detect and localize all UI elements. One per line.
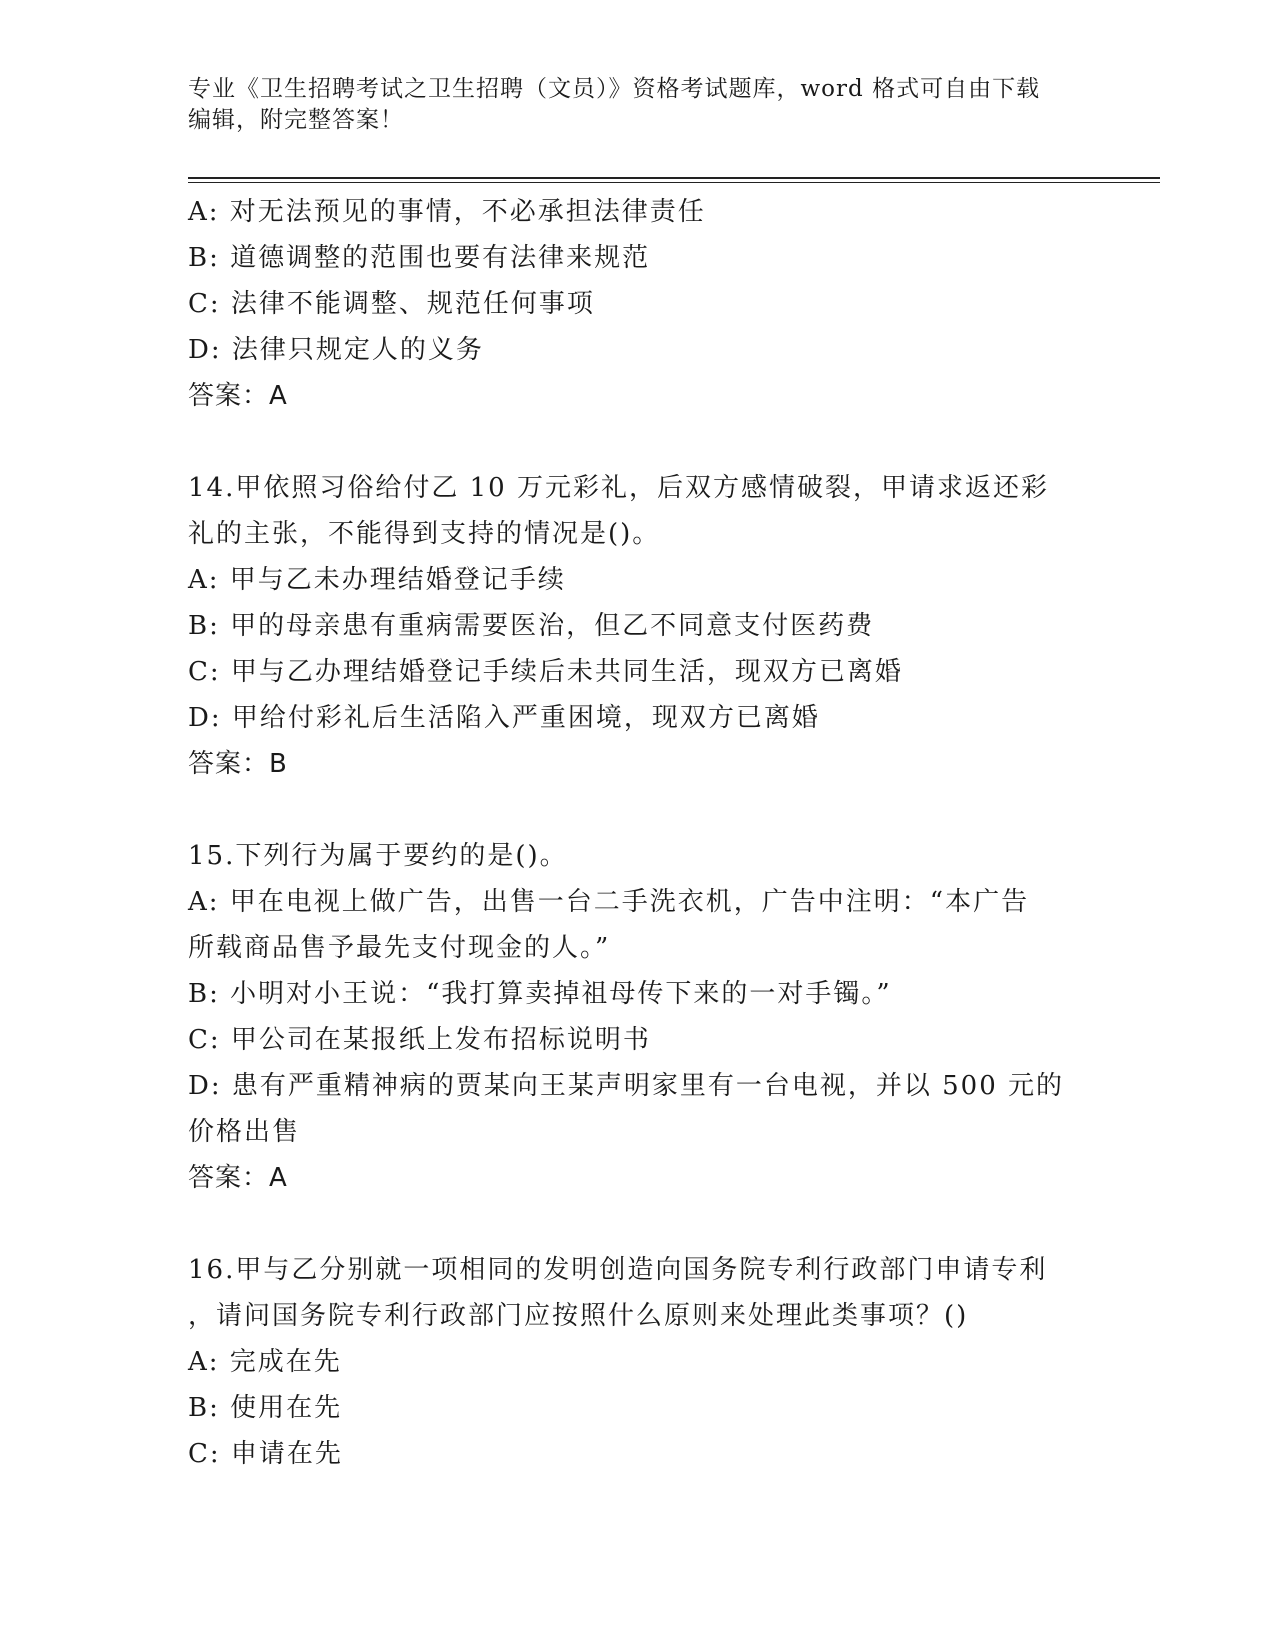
question-stem: 16.甲与乙分别就一项相同的发明创造向国务院专利行政部门申请专利 xyxy=(188,1255,1048,1285)
document-header xyxy=(188,74,1068,136)
question-stem-continued: 礼的主张，不能得到支持的情况是()。 xyxy=(188,519,661,549)
option-a: A: 甲与乙未办理结婚登记手续 xyxy=(188,565,566,595)
option-b: B: 使用在先 xyxy=(188,1393,343,1423)
option-b: B: 道德调整的范围也要有法律来规范 xyxy=(188,243,651,273)
option-c: C: 甲公司在某报纸上发布招标说明书 xyxy=(188,1025,651,1055)
header-line-2: 编辑，附完整答案！ xyxy=(188,107,404,133)
option-a: A: 完成在先 xyxy=(188,1347,342,1377)
option-c: C: 甲与乙办理结婚登记手续后未共同生活，现双方已离婚 xyxy=(188,657,903,687)
option-d: D: 法律只规定人的义务 xyxy=(188,335,484,365)
answer: 答案：A xyxy=(188,1163,288,1193)
answer: 答案：A xyxy=(188,381,288,411)
option-a: A: 对无法预见的事情，不必承担法律责任 xyxy=(188,197,706,227)
spacer xyxy=(188,419,1088,465)
question-14 xyxy=(188,465,1088,787)
option-d: D: 甲给付彩礼后生活陷入严重困境，现双方已离婚 xyxy=(188,703,820,733)
option-a: A: 甲在电视上做广告，出售一台二手洗衣机，广告中注明：“本广告 xyxy=(188,887,1030,917)
question-stem: 14.甲依照习俗给付乙 10 万元彩礼，后双方感情破裂，甲请求返还彩 xyxy=(188,473,1049,503)
spacer xyxy=(188,1201,1088,1247)
question-list xyxy=(188,189,1088,1477)
header-line-1: 专业《卫生招聘考试之卫生招聘（文员）》资格考试题库，word 格式可自由下载 xyxy=(188,76,1041,102)
option-a-continued: 所载商品售予最先支付现金的人。” xyxy=(188,933,611,963)
header-divider-thick xyxy=(188,177,1160,179)
question-16 xyxy=(188,1247,1088,1477)
question-13 xyxy=(188,189,1088,419)
spacer xyxy=(188,787,1088,833)
option-c: C: 申请在先 xyxy=(188,1439,343,1469)
question-stem-continued: ，请问国务院专利行政部门应按照什么原则来处理此类事项？() xyxy=(188,1301,969,1331)
question-stem: 15.下列行为属于要约的是()。 xyxy=(188,841,568,871)
option-b: B: 小明对小王说：“我打算卖掉祖母传下来的一对手镯。” xyxy=(188,979,892,1009)
option-d-continued: 价格出售 xyxy=(188,1117,301,1147)
answer: 答案：B xyxy=(188,749,288,779)
option-d: D: 患有严重精神病的贾某向王某声明家里有一台电视，并以 500 元的 xyxy=(188,1071,1065,1101)
question-15 xyxy=(188,833,1088,1201)
option-c: C: 法律不能调整、规范任何事项 xyxy=(188,289,595,319)
header-divider-thin xyxy=(188,182,1160,183)
option-b: B: 甲的母亲患有重病需要医治，但乙不同意支付医药费 xyxy=(188,611,875,641)
